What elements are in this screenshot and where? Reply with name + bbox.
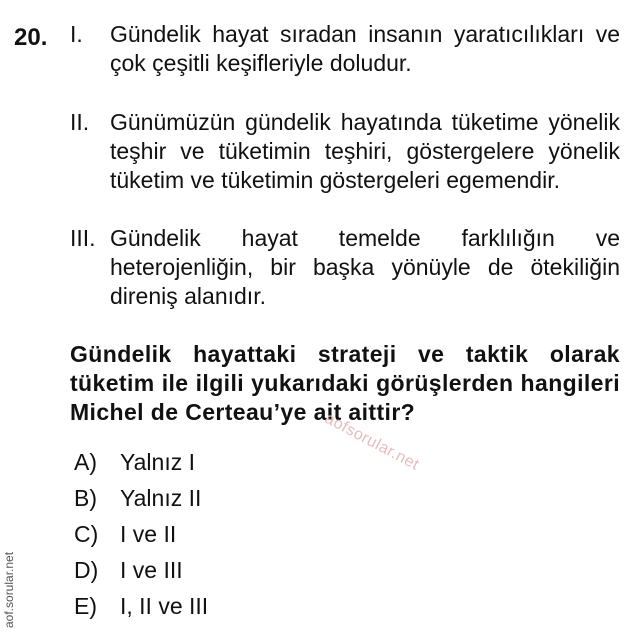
option-text: Yalnız II xyxy=(120,485,202,511)
answer-option-c[interactable] xyxy=(74,520,176,549)
option-text: I ve II xyxy=(120,521,177,547)
answer-option-d[interactable] xyxy=(74,556,183,585)
option-text: I ve III xyxy=(120,557,183,583)
answer-option-e[interactable] xyxy=(74,592,208,621)
statement-text: Günümüzün gündelik hayatında tüketime yönelik teşhir ve tüketimin teşhiri, göstergelere yönelik tüketim ve tüketimin göstergeleri egemendir. xyxy=(110,109,620,193)
option-letter: C) xyxy=(74,521,99,547)
option-text: Yalnız I xyxy=(120,449,195,475)
question-stem: Gündelik hayattaki strateji ve taktik olarak tüketim ile ilgili yukarıdaki görüşlerden hangileri Michel de Certeau’ye ait aittir? xyxy=(70,341,620,425)
option-letter: A) xyxy=(74,449,97,475)
option-letter: D) xyxy=(74,557,99,583)
diagonal-watermark: aofsorular.net xyxy=(322,410,422,474)
statement-2 xyxy=(70,108,620,195)
side-watermark: aof.sorular.net xyxy=(2,551,16,628)
statement-roman-numeral: III. xyxy=(70,225,96,251)
option-letter: E) xyxy=(74,593,97,619)
statement-roman-numeral: I. xyxy=(70,21,83,47)
statement-3 xyxy=(70,224,620,311)
answer-option-a[interactable] xyxy=(74,448,195,477)
statement-text: Gündelik hayat sıradan insanın yaratıcılıkları ve çok çeşitli keşifleriyle doludur. xyxy=(110,21,620,76)
statement-roman-numeral: II. xyxy=(70,109,90,135)
answer-option-b[interactable] xyxy=(74,484,201,513)
statement-1 xyxy=(70,20,620,78)
statement-text: Gündelik hayat temelde farklılığın ve heterojenliğin, bir başka yönüyle de ötekiliğin direniş alanıdır. xyxy=(110,225,620,309)
option-text: I, II ve III xyxy=(120,593,209,619)
question-number: 20. xyxy=(14,24,48,51)
option-letter: B) xyxy=(74,485,97,511)
